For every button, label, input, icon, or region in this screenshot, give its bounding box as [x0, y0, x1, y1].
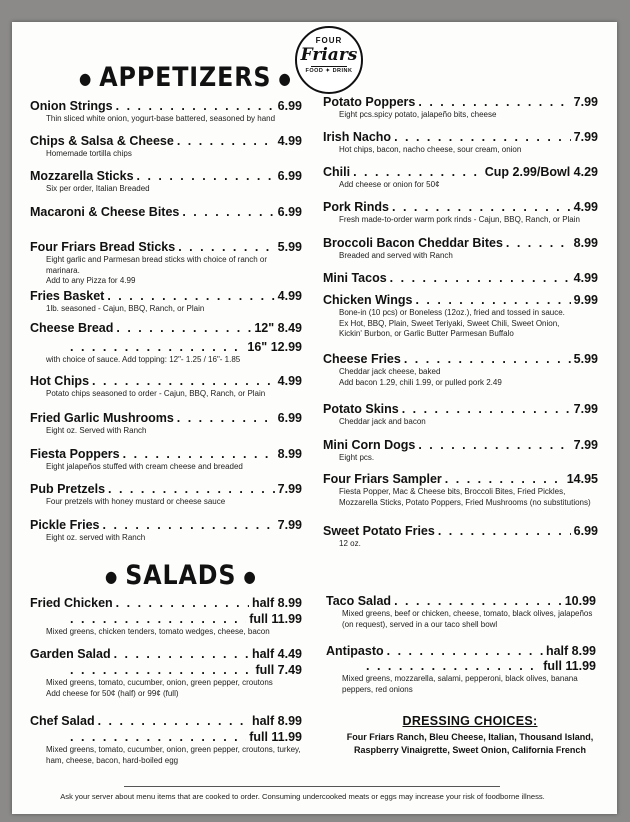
menu-item-description: Add bacon 1.29, chili 1.99, or pulled pork 2.49 — [339, 377, 502, 387]
menu-item-row — [323, 293, 598, 308]
menu-item-description: Thin sliced white onion, yogurt-base battered, seasoned by hand — [46, 114, 276, 123]
menu-item-row — [323, 524, 598, 539]
menu-item-description: with choice of sauce. Add topping: 12"- 1.25 / 16"- 1.85 — [46, 355, 241, 364]
menu-item-description: Ex Hot, BBQ, Plain, Sweet Teriyaki, Sweet Chili, Sweet Onion, — [339, 318, 560, 328]
menu-item-description: 1lb. seasoned - Cajun, BBQ, Ranch, or Plain — [46, 304, 205, 313]
menu-item-name: Taco Salad — [326, 594, 392, 608]
dot-leader — [70, 663, 252, 678]
menu-item-row — [30, 321, 302, 336]
menu-item-name: Cheese Fries — [323, 352, 401, 366]
menu-item-row — [323, 402, 598, 417]
menu-item-row — [30, 289, 302, 304]
menu-item — [30, 518, 302, 544]
menu-item-name: Cheese Bread — [30, 321, 114, 335]
menu-item-description: Hot chips, bacon, nacho cheese, sour cream, onion — [339, 145, 522, 154]
menu-item-row — [323, 95, 598, 110]
menu-item-description: Four pretzels with honey mustard or cheese sauce — [46, 497, 226, 506]
dot-leader — [418, 438, 570, 453]
dot-leader — [366, 659, 540, 674]
menu-item-row — [30, 663, 302, 678]
dot-leader — [394, 594, 562, 609]
dot-leader — [114, 647, 249, 662]
menu-item-price: 4.99 — [573, 271, 598, 285]
menu-item — [30, 340, 302, 366]
menu-item-price: 8.99 — [573, 236, 598, 250]
logo-top-text: FOUR — [315, 36, 343, 45]
menu-item-price: 9.99 — [573, 293, 598, 307]
menu-item-description: Bone-in (10 pcs) or Boneless (12oz.), fried and tossed in sauce. — [339, 308, 565, 317]
dressing-options-line: Raspberry Vinaigrette, Sweet Onion, California French — [354, 745, 586, 755]
menu-item-name: Hot Chips — [30, 374, 90, 388]
menu-item-row — [30, 647, 302, 662]
menu-item-name: Mini Tacos — [323, 271, 387, 285]
menu-item-row — [30, 205, 302, 220]
menu-item-price: 4.99 — [573, 200, 598, 214]
menu-item-price: 7.99 — [277, 482, 302, 496]
menu-item-price: 6.99 — [277, 169, 302, 183]
menu-item-price: full 7.49 — [255, 663, 302, 677]
menu-item-price: half 4.49 — [251, 647, 302, 661]
menu-item-description: 12 oz. — [339, 539, 361, 548]
dot-leader — [182, 205, 274, 220]
menu-item-price: half 8.99 — [251, 596, 302, 610]
menu-item-price: 14.95 — [566, 472, 598, 486]
menu-item-description: Cheddar jack and bacon — [339, 417, 426, 426]
salads-heading: ● SALADS ● — [105, 560, 257, 591]
menu-item-description: Mixed greens, chicken tenders, tomato wedges, cheese, bacon — [46, 627, 270, 636]
menu-item-name: Broccoli Bacon Cheddar Bites — [323, 236, 503, 250]
logo-sub-text: FOOD ✦ DRINK — [305, 68, 353, 74]
menu-item — [30, 134, 302, 160]
menu-item-description: Add cheese for 50¢ (half) or 99¢ (full) — [46, 688, 179, 698]
menu-item-name: Potato Skins — [323, 402, 399, 416]
menu-item-price: 6.99 — [573, 524, 598, 538]
menu-item — [30, 374, 302, 400]
menu-item — [326, 644, 596, 659]
menu-item-price: full 11.99 — [249, 612, 302, 626]
menu-item — [30, 169, 302, 195]
menu-item — [323, 352, 598, 388]
menu-item-row — [30, 374, 302, 389]
dot-leader — [445, 472, 564, 487]
menu-item-row — [323, 352, 598, 367]
menu-item-description: Eight oz. served with Ranch — [46, 533, 146, 542]
menu-item — [30, 663, 302, 699]
menu-item-price: 7.99 — [573, 402, 598, 416]
menu-item-name: Fries Basket — [30, 289, 105, 303]
dressing-title: DRESSING CHOICES: — [402, 714, 538, 728]
menu-item-row — [30, 340, 302, 355]
menu-item — [30, 647, 302, 662]
menu-item-row — [30, 714, 302, 729]
menu-item-description: Potato chips seasoned to order - Cajun, BBQ, Ranch, or Plain — [46, 389, 266, 398]
menu-item-price: 7.99 — [277, 518, 302, 532]
menu-item-row — [30, 169, 302, 184]
dot-leader — [390, 271, 571, 286]
menu-item-price: 8.99 — [277, 447, 302, 461]
menu-item — [323, 524, 598, 550]
menu-item — [323, 130, 598, 156]
menu-item-description: Eight jalapeños stuffed with cream cheese and breaded — [46, 462, 243, 471]
dot-leader — [92, 374, 275, 389]
menu-item-price: full 11.99 — [249, 730, 302, 744]
dressing-options — [330, 731, 610, 757]
dot-leader — [123, 447, 275, 462]
menu-item-name: Pickle Fries — [30, 518, 100, 532]
menu-item-row — [323, 438, 598, 453]
menu-item — [323, 438, 598, 464]
menu-item-description: Fiesta Popper, Mac & Cheese bits, Broccoli Bites, Fried Pickles, — [339, 487, 566, 496]
menu-item — [323, 200, 598, 226]
menu-item-row — [326, 594, 596, 609]
menu-item-price: 12" 8.49 — [254, 321, 302, 335]
menu-item-price: Cup 2.99/Bowl 4.29 — [484, 165, 598, 179]
menu-item-row — [30, 482, 302, 497]
menu-item-name: Fried Chicken — [30, 596, 113, 610]
menu-item-price: 6.99 — [277, 205, 302, 219]
menu-item — [30, 482, 302, 508]
dot-leader — [70, 340, 244, 355]
menu-item-row — [326, 644, 596, 659]
dot-leader — [137, 169, 275, 184]
menu-item-price: half 8.99 — [545, 644, 596, 658]
menu-item-row — [323, 271, 598, 286]
menu-item-row — [30, 596, 302, 611]
menu-item — [30, 411, 302, 437]
menu-item-price: 7.99 — [573, 130, 598, 144]
menu-item — [30, 99, 302, 125]
menu-item-description: Breaded and served with Ranch — [339, 251, 453, 260]
menu-item — [326, 594, 596, 630]
dot-leader — [70, 612, 246, 627]
dot-leader — [107, 289, 274, 304]
menu-item — [30, 447, 302, 473]
menu-item — [323, 402, 598, 428]
logo-name-text: Friars — [300, 45, 358, 65]
dot-leader — [415, 293, 570, 308]
menu-item-name: Four Friars Sampler — [323, 472, 442, 486]
menu-item-name: Chicken Wings — [323, 293, 413, 307]
menu-item-name: Pork Rinds — [323, 200, 389, 214]
menu-item-row — [323, 472, 598, 487]
menu-item — [323, 271, 598, 286]
menu-item-row — [323, 165, 598, 180]
menu-item — [323, 472, 598, 508]
menu-item-name: Macaroni & Cheese Bites — [30, 205, 180, 219]
menu-item — [30, 321, 302, 336]
menu-item-name: Irish Nacho — [323, 130, 392, 144]
menu-item-name: Onion Strings — [30, 99, 113, 113]
menu-item-row — [30, 518, 302, 533]
menu-item-name: Garden Salad — [30, 647, 111, 661]
menu-item-description: Eight pcs. — [339, 453, 375, 462]
menu-item — [30, 612, 302, 638]
menu-item-name: Chips & Salsa & Cheese — [30, 134, 174, 148]
menu-item-row — [326, 659, 596, 674]
dot-leader — [353, 165, 482, 180]
menu-item — [323, 165, 598, 191]
dot-leader — [116, 596, 249, 611]
menu-item-row — [323, 200, 598, 215]
menu-item-price: 5.99 — [277, 240, 302, 254]
dot-leader — [392, 200, 571, 215]
menu-item-description: (on request), served in a our taco shell bowl — [342, 619, 498, 629]
menu-item-description: Mixed greens, tomato, cucumber, onion, green pepper, croutons — [46, 678, 273, 687]
dot-leader — [402, 402, 571, 417]
dot-leader — [116, 99, 275, 114]
menu-item-price: full 11.99 — [543, 659, 596, 673]
menu-item-description: Mozzarella Sticks, Potato Poppers, Fried Mushrooms (no substitutions) — [339, 497, 591, 507]
menu-item-price: 16" 12.99 — [247, 340, 302, 354]
menu-item-name: Fried Garlic Mushrooms — [30, 411, 174, 425]
dot-leader — [98, 714, 249, 729]
four-friars-logo — [295, 26, 363, 94]
dot-leader — [394, 130, 571, 145]
menu-item — [30, 596, 302, 611]
menu-item-description: Mixed greens, mozzarella, salami, pepperoni, black olives, banana — [342, 674, 578, 683]
menu-item-price: half 8.99 — [251, 714, 302, 728]
menu-item-description: Mixed greens, beef or chicken, cheese, tomato, black olives, jalapeños — [342, 609, 593, 618]
dot-leader — [404, 352, 571, 367]
footer-disclaimer: Ask your server about menu items that are cooked to order. Consuming undercooked meats or eggs may increase your risk of foodborne illness. — [60, 792, 545, 801]
dot-leader — [108, 482, 275, 497]
dot-leader — [177, 411, 275, 426]
menu-item — [30, 205, 302, 220]
dot-leader — [103, 518, 275, 533]
menu-item-price: 7.99 — [573, 95, 598, 109]
menu-page — [12, 22, 617, 814]
dot-leader — [438, 524, 571, 539]
menu-item-description: Homemade tortilla chips — [46, 149, 132, 158]
menu-item-name: Fiesta Poppers — [30, 447, 120, 461]
menu-item-name: Chef Salad — [30, 714, 95, 728]
menu-item-description: Cheddar jack cheese, baked — [339, 367, 441, 376]
menu-item-description: Eight oz. Served with Ranch — [46, 426, 147, 435]
menu-item-price: 5.99 — [573, 352, 598, 366]
dot-leader — [506, 236, 571, 251]
menu-item-price: 10.99 — [564, 594, 596, 608]
menu-item-price: 4.99 — [277, 374, 302, 388]
dot-leader — [70, 730, 246, 745]
menu-item-row — [30, 612, 302, 627]
menu-item-description: Kickin' Burbon, or Garlic Butter Parmesan Buffalo — [339, 329, 514, 338]
menu-item-price: 4.99 — [277, 289, 302, 303]
menu-item-name: Potato Poppers — [323, 95, 416, 109]
menu-item-description: ham, cheese, bacon, hard-boiled egg — [46, 755, 179, 765]
menu-item-row — [30, 134, 302, 149]
menu-item-description: peppers, red onions — [342, 684, 413, 694]
footer-divider — [124, 786, 500, 787]
menu-item-description: Fresh made-to-order warm pork rinds - Cajun, BBQ, Ranch, or Plain — [339, 215, 580, 224]
menu-item-name: Mini Corn Dogs — [323, 438, 416, 452]
menu-item-row — [30, 411, 302, 426]
menu-item-price: 6.99 — [277, 99, 302, 113]
menu-item-row — [30, 730, 302, 745]
dot-leader — [116, 321, 251, 336]
menu-item-description: Add to any Pizza for 4.99 — [46, 276, 136, 285]
menu-item-name: Antipasto — [326, 644, 384, 658]
menu-item-row — [30, 240, 302, 255]
menu-item — [323, 293, 598, 340]
menu-item-description: Add cheese or onion for 50¢ — [339, 180, 440, 189]
menu-item — [323, 236, 598, 262]
dot-leader — [387, 644, 543, 659]
dressing-choices — [330, 714, 610, 757]
dot-leader — [177, 134, 275, 149]
dot-leader — [178, 240, 274, 255]
menu-item-description: Eight pcs.spicy potato, jalapeño bits, cheese — [339, 110, 497, 119]
menu-item-row — [30, 99, 302, 114]
menu-item — [30, 730, 302, 766]
appetizers-heading: ● APPETIZERS ● — [79, 62, 292, 93]
menu-item — [30, 240, 302, 287]
menu-item-name: Pub Pretzels — [30, 482, 106, 496]
menu-item-row — [323, 130, 598, 145]
menu-item — [323, 95, 598, 121]
menu-item-row — [30, 447, 302, 462]
menu-item-row — [323, 236, 598, 251]
menu-item — [326, 659, 596, 695]
dot-leader — [418, 95, 570, 110]
menu-item-name: Chili — [323, 165, 351, 179]
menu-item-name: Mozzarella Sticks — [30, 169, 134, 183]
menu-item — [30, 289, 302, 315]
menu-item-description: Eight garlic and Parmesan bread sticks with choice of ranch or marinara. — [46, 255, 267, 275]
menu-item-name: Sweet Potato Fries — [323, 524, 435, 538]
menu-item-description: Mixed greens, tomato, cucumber, onion, green pepper, croutons, turkey, — [46, 745, 301, 754]
menu-item-name: Four Friars Bread Sticks — [30, 240, 176, 254]
menu-item-price: 4.99 — [277, 134, 302, 148]
menu-item — [30, 714, 302, 729]
menu-item-price: 7.99 — [573, 438, 598, 452]
dressing-options-line: Four Friars Ranch, Bleu Cheese, Italian, Thousand Island, — [346, 732, 594, 742]
menu-item-description: Six per order, Italian Breaded — [46, 184, 150, 193]
menu-item-price: 6.99 — [277, 411, 302, 425]
